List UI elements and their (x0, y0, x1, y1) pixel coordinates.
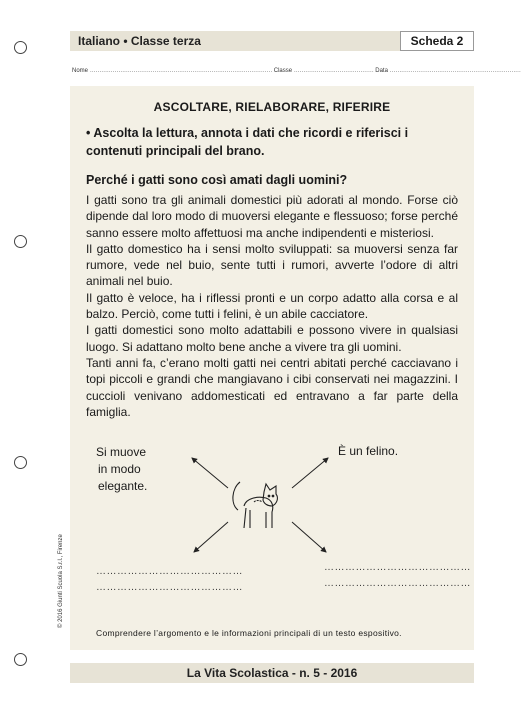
answer-line[interactable]: …………………………………… (96, 582, 243, 593)
arrow (292, 458, 328, 488)
label-line: in modo (98, 462, 141, 476)
arrow (192, 458, 228, 488)
subject-label: Italiano • Classe terza (78, 34, 201, 48)
cat-diagram (180, 448, 340, 558)
reading-text (86, 192, 458, 420)
paragraph: Tanti anni fa, c’erano molti gatti nei centri abitati perché cacciavano i topi piccoli e grandi che mangiavano i cibi conservati nei magazzini. I cuccioli venivano addomesticati ed entravano a far parte della famiglia. (86, 355, 458, 419)
binder-hole (14, 235, 27, 248)
name-label: Nome (72, 68, 89, 74)
arrow (292, 522, 326, 552)
class-label: Classe (273, 68, 293, 74)
cat-icon (233, 482, 278, 528)
footer-bar: La Vita Scolastica - n. 5 - 2016 (70, 663, 474, 683)
binder-hole (14, 41, 27, 54)
diagram-label-left (96, 444, 147, 495)
label-line: elegante. (98, 479, 148, 493)
paragraph: I gatti sono tra gli animali domestici più adorati al mondo. Forse ciò dipende dal loro modo di muoversi elegante e flessuoso; forse perché sanno essere molto affettuosi ma anche indipendenti e misteriosi. (86, 193, 458, 240)
paragraph: Il gatto domestico ha i sensi molto sviluppati: sa muoversi senza far rumore, vede nel buio, sente tutti i rumori, avverte l’odore di altri animali nel buio. (86, 241, 458, 289)
binder-hole (14, 456, 27, 469)
instruction: • Ascolta la lettura, annota i dati che ricordi e riferisci i contenuti principali del brano. (86, 126, 409, 158)
label-line: Si muove (96, 445, 147, 459)
date-field: …………………………………………………………… (389, 68, 521, 74)
paragraph: I gatti domestici sono molto adattabili e possono vivere in qualsiasi luogo. Si adattano molto bene anche a vivere tra gli uomini. (86, 323, 458, 354)
arrow (194, 522, 228, 552)
answer-line[interactable]: …………………………………… (324, 578, 471, 589)
answer-line[interactable]: …………………………………… (96, 566, 243, 577)
exercise-card (70, 86, 474, 650)
header-bar (70, 31, 474, 51)
copyright: © 2016 Giunti Scuola S.r.l., Firenze (58, 534, 64, 628)
diagram-label-right: È un felino. (338, 444, 399, 458)
exercise-title: ASCOLTARE, RIELABORARE, RIFERIRE (153, 100, 391, 114)
reading-title: Perché i gatti sono così amati dagli uomini? (86, 173, 348, 187)
name-field: …………………………………………………………………………………… (89, 68, 273, 74)
binder-hole (14, 653, 27, 666)
class-field: …………………………………… (293, 68, 374, 74)
paragraph: Il gatto è veloce, ha i riflessi pronti e un corpo adatto alla corsa e al balzo. Perciò, come tutti i felini, è un abile cacciatore. (86, 290, 458, 322)
answer-line[interactable]: …………………………………… (324, 562, 471, 573)
learning-objective: Comprendere l’argomento e le informazioni principali di un testo espositivo. (96, 628, 402, 638)
name-row (72, 68, 521, 74)
sheet-label: Scheda 2 (400, 31, 474, 51)
date-label: Data (375, 68, 388, 74)
